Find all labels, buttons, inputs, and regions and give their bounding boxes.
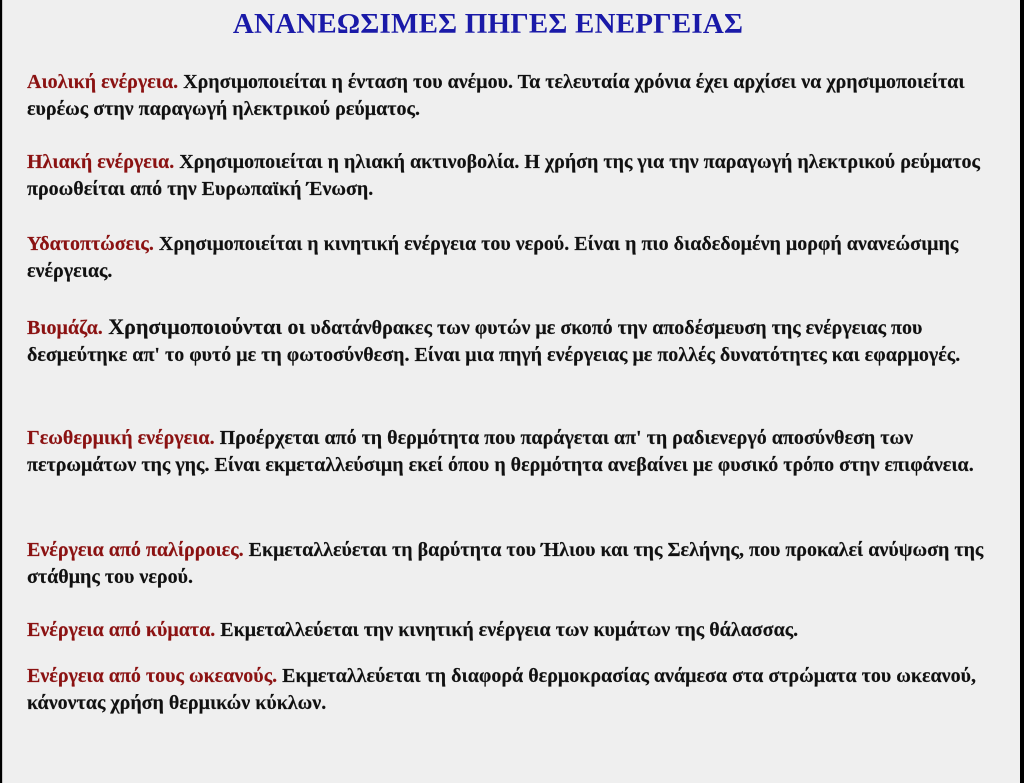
entry-wind-energy <box>27 69 997 123</box>
entry-text: Χρησιμοποιείται η ένταση του ανέμου. Τα τελευταία χρόνια έχει αρχίσει να χρησιμοποιείται ευρέως στην παραγωγή ηλεκτρικού ρεύματος. <box>27 71 965 120</box>
entry-term: Βιομάζα. <box>27 317 103 339</box>
entry-text: Προέρχεται από τη θερμότητα που παράγεται απ' τη ραδιενεργό αποσύνθεση των πετρωμάτων της γης. Είναι εκμεταλλεύσιμη εκεί όπου η θερμότητα ανεβαίνει με φυσικό τρόπο στην επιφάνεια. <box>27 427 974 476</box>
entry-waterfalls <box>27 231 997 285</box>
entry-term: Ενέργεια από παλίρροιες. <box>27 539 244 561</box>
slide <box>2 0 1020 783</box>
entry-text: Χρησιμοποιείται η κινητική ενέργεια του νερού. Είναι η πιο διαδεδομένη μορφή ανανεώσιμης ενέργειας. <box>27 233 959 282</box>
page-title: ΑΝΑΝΕΩΣΙΜΕΣ ΠΗΓΕΣ ΕΝΕΡΓΕΙΑΣ <box>232 8 744 40</box>
entry-text: υδατάνθρακες των φυτών με σκοπό την αποδέσμευση της ενέργειας που δεσμεύτηκε απ' το φυτό με τη φωτοσύνθεση. Είναι μια πηγή ενέργειας με πολλές δυνατότητες και εφαρμογές. <box>27 317 961 366</box>
entry-term: Γεωθερμική ενέργεια. <box>27 427 215 449</box>
entry-ocean-energy <box>27 663 997 717</box>
entry-text: Χρησιμοποιείται η ηλιακή ακτινοβολία. Η χρήση της για την παραγωγή ηλεκτρικού ρεύματος προωθείται από την Ευρωπαϊκή Ένωση. <box>27 151 980 200</box>
entry-term: Αιολική ενέργεια. <box>27 71 179 93</box>
entry-term: Ηλιακή ενέργεια. <box>27 151 175 173</box>
entry-solar-energy <box>27 149 997 203</box>
entry-term: Ενέργεια από τους ωκεανούς. <box>27 665 278 687</box>
entry-geothermal-energy <box>27 425 997 479</box>
entry-term: Υδατοπτώσεις. <box>27 233 154 255</box>
entry-text: Εκμεταλλεύεται την κινητική ενέργεια των κυμάτων της θάλασσας. <box>215 619 799 641</box>
entry-term: Ενέργεια από κύματα. <box>27 619 216 641</box>
entry-text: Εκμεταλλεύεται τη βαρύτητα του Ήλιου και της Σελήνης, που προκαλεί ανύψωση της στάθμης του νερού. <box>27 539 984 588</box>
entry-text-large: Χρησιμοποιούνται οι <box>102 314 306 339</box>
entry-wave-energy <box>27 617 997 644</box>
entry-text: Εκμεταλλεύεται τη διαφορά θερμοκρασίας ανάμεσα στα στρώματα του ωκεανού, κάνοντας χρήση θερμικών κύκλων. <box>27 665 976 714</box>
entry-biomass <box>27 313 997 369</box>
entry-tidal-energy <box>27 537 997 591</box>
